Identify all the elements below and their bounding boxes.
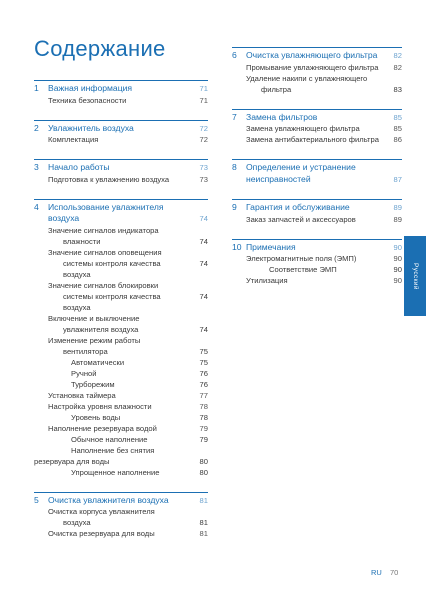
toc-entry-page: 72 bbox=[199, 135, 208, 144]
toc-entry-text: Утилизация bbox=[246, 276, 288, 285]
toc-entry-link[interactable] bbox=[34, 225, 208, 236]
toc-section bbox=[34, 199, 208, 478]
toc-section bbox=[232, 199, 402, 225]
toc-entry-link[interactable] bbox=[34, 313, 208, 324]
section-number: 6 bbox=[232, 50, 237, 60]
toc-entry-text: Включение и выключение bbox=[48, 313, 140, 323]
toc-entry-text: Изменение режим работы bbox=[48, 335, 141, 345]
toc-entry-link[interactable] bbox=[34, 379, 208, 390]
toc-entry-link[interactable] bbox=[232, 73, 402, 84]
section-page: 81 bbox=[199, 495, 208, 505]
toc-entry-link[interactable] bbox=[34, 236, 208, 247]
toc-section bbox=[232, 159, 402, 185]
section-title: Гарантия и обслуживание bbox=[246, 202, 350, 212]
section-page: 72 bbox=[199, 123, 208, 133]
toc-entry-text: Заказ запчастей и аксессуаров bbox=[246, 214, 356, 224]
toc-entry-link[interactable] bbox=[232, 214, 402, 225]
toc-entry-page: 75 bbox=[199, 357, 208, 367]
toc-entry-link[interactable] bbox=[34, 368, 208, 379]
toc-entry-link[interactable] bbox=[232, 275, 402, 286]
footer-language-code: RU bbox=[371, 568, 382, 577]
toc-section-heading-link[interactable] bbox=[232, 112, 402, 124]
toc-entry-link[interactable] bbox=[34, 506, 208, 517]
section-page: 87 bbox=[393, 174, 402, 184]
toc-entry-page: 76 bbox=[199, 379, 208, 389]
section-title: Важная информация bbox=[48, 83, 133, 93]
toc-entry-page: 74 bbox=[199, 236, 208, 246]
section-page: 71 bbox=[199, 84, 208, 93]
footer-page-number: 70 bbox=[389, 568, 399, 577]
toc-entry-text: увлажнителя воздуха bbox=[63, 324, 139, 334]
toc-entry-page: 83 bbox=[393, 84, 402, 94]
toc-entry-text: Замена антибактериального фильтра bbox=[246, 135, 379, 144]
toc-section-heading-link[interactable] bbox=[232, 50, 402, 62]
toc-entry-page: 77 bbox=[199, 390, 208, 400]
toc-entry-page: 81 bbox=[199, 518, 208, 527]
toc-entry-text: Автоматически bbox=[71, 357, 125, 367]
toc-entry-link[interactable] bbox=[34, 324, 208, 335]
section-page: 73 bbox=[199, 163, 208, 172]
toc-section bbox=[34, 80, 208, 106]
toc-entry-page: 80 bbox=[199, 467, 208, 477]
toc-entry-link[interactable] bbox=[34, 390, 208, 401]
toc-section-heading-link[interactable] bbox=[34, 123, 208, 135]
toc-entry-link[interactable] bbox=[34, 174, 208, 185]
section-number: 4 bbox=[34, 201, 39, 212]
toc-section bbox=[34, 120, 208, 146]
toc-entry-text: Очистка резервуара для воды bbox=[48, 529, 155, 538]
section-title: Начало работы bbox=[48, 162, 110, 172]
toc-section-heading-link[interactable] bbox=[34, 162, 208, 174]
toc-entry-page: 76 bbox=[199, 368, 208, 378]
toc-entry-link[interactable] bbox=[34, 517, 208, 528]
toc-entry-link[interactable] bbox=[232, 62, 402, 73]
toc-entry-text: Упрощенное наполнение bbox=[71, 467, 160, 477]
toc-entry-text: Турборежим bbox=[71, 379, 115, 389]
toc-entry-page: 90 bbox=[393, 265, 402, 274]
toc-entry-page: 90 bbox=[393, 254, 402, 263]
toc-entry-text: Уровень воды bbox=[71, 412, 121, 422]
section-number: 8 bbox=[232, 162, 237, 172]
toc-entry-link[interactable] bbox=[232, 134, 402, 145]
toc-entry-text: Установка таймера bbox=[48, 390, 116, 400]
section-title: Определение и устранение bbox=[246, 162, 356, 172]
toc-entry-text: вентилятора bbox=[63, 346, 108, 356]
page-title: Содержание bbox=[34, 36, 166, 61]
toc-entry-link[interactable] bbox=[34, 247, 208, 258]
toc-entry-page: 78 bbox=[199, 412, 208, 422]
toc-entry-link[interactable] bbox=[232, 253, 402, 264]
toc-entry-link[interactable] bbox=[34, 434, 208, 445]
toc-entry-text: Значение сигналов оповещения bbox=[48, 247, 162, 257]
page-footer bbox=[371, 568, 398, 577]
toc-entry-link[interactable] bbox=[34, 346, 208, 357]
toc-entry-text: Замена увлажняющего фильтра bbox=[246, 124, 360, 133]
toc-entry-text: Ручной bbox=[71, 368, 97, 378]
toc-entry-page: 74 bbox=[199, 324, 208, 334]
toc-entry-link[interactable] bbox=[34, 134, 208, 145]
section-number: 3 bbox=[34, 162, 39, 172]
toc-entry-text: Наполнение резервуара водой bbox=[48, 423, 157, 433]
section-number: 7 bbox=[232, 111, 237, 122]
toc-entry-link[interactable] bbox=[34, 95, 208, 106]
toc-entry-text: Значение сигналов индикатора bbox=[48, 225, 159, 235]
toc-entry-link[interactable] bbox=[34, 467, 208, 478]
toc-entry-text: Промывание увлажняющего фильтра bbox=[246, 62, 379, 72]
toc-entry-page: 74 bbox=[199, 258, 208, 268]
toc-entry-link[interactable] bbox=[34, 445, 208, 456]
toc-section bbox=[232, 109, 402, 146]
section-number: 1 bbox=[34, 83, 39, 93]
toc-entry-text: Наполнение без снятия bbox=[71, 445, 155, 455]
toc-entry-text: Электромагнитные поля (ЭМП) bbox=[246, 254, 357, 263]
toc-entry-link[interactable] bbox=[232, 264, 402, 275]
toc-entry-page: 73 bbox=[199, 174, 208, 184]
toc-entry-text: системы контроля качества воздуха bbox=[63, 258, 161, 279]
toc-entry-page: 90 bbox=[393, 276, 402, 285]
toc-entry-page: 85 bbox=[393, 124, 402, 133]
toc-entry-link[interactable] bbox=[34, 258, 208, 280]
toc-entry-text: Очистка корпуса увлажнителя bbox=[48, 507, 155, 516]
toc-entry-link[interactable] bbox=[34, 528, 208, 539]
toc-entry-text: фильтра bbox=[261, 84, 292, 94]
toc-entry-text: Подготовка к увлажнению воздуха bbox=[48, 174, 170, 184]
toc-entry-link[interactable] bbox=[34, 412, 208, 423]
toc-entry-text: Техника безопасности bbox=[48, 95, 127, 105]
toc-section-heading-link[interactable] bbox=[34, 495, 208, 507]
toc-section-heading-link[interactable] bbox=[34, 202, 208, 214]
toc-entry-text: резервуара для воды bbox=[34, 456, 110, 466]
toc-entry-page: 74 bbox=[199, 291, 208, 301]
toc-section bbox=[232, 47, 402, 95]
language-tab-label: Русский bbox=[411, 262, 419, 290]
toc-entry-text: Значение сигналов блокировки bbox=[48, 280, 159, 290]
toc-entry-page: 78 bbox=[199, 401, 208, 411]
toc-entry-link[interactable] bbox=[34, 456, 208, 467]
toc-section bbox=[34, 159, 208, 185]
toc-section-heading-link[interactable] bbox=[232, 162, 402, 174]
toc-entry-text: системы контроля качества воздуха bbox=[63, 291, 161, 312]
toc-entry-link[interactable] bbox=[232, 84, 402, 95]
section-page: 82 bbox=[393, 51, 402, 60]
toc-left-column bbox=[34, 80, 208, 553]
toc-section-heading-link[interactable] bbox=[34, 83, 208, 95]
toc-entry-text: Настройка уровня влажности bbox=[48, 401, 152, 411]
section-title: Увлажнитель воздуха bbox=[48, 122, 134, 133]
toc-entry-page: 89 bbox=[393, 214, 402, 224]
toc-entry-link[interactable] bbox=[34, 280, 208, 291]
toc-entry-page: 80 bbox=[199, 456, 208, 466]
toc-entry-link[interactable] bbox=[34, 291, 208, 313]
toc-section bbox=[34, 492, 208, 540]
toc-entry-page: 79 bbox=[199, 434, 208, 444]
section-title: Очистка увлажняющего фильтра bbox=[246, 50, 378, 60]
section-number: 2 bbox=[34, 122, 39, 133]
toc-entry-text: Соответствие ЭМП bbox=[269, 265, 337, 274]
toc-entry-text: влажности bbox=[63, 236, 101, 246]
toc-entry-text: Обычное наполнение bbox=[71, 434, 148, 444]
section-number: 5 bbox=[34, 494, 39, 505]
toc-entry-link[interactable] bbox=[232, 123, 402, 134]
toc-entry-link[interactable] bbox=[34, 423, 208, 434]
section-page: 85 bbox=[393, 112, 402, 122]
toc-entry-page: 75 bbox=[199, 346, 208, 356]
toc-entry-page: 81 bbox=[199, 529, 208, 538]
section-page: 90 bbox=[393, 242, 402, 252]
toc-entry-link[interactable] bbox=[34, 357, 208, 368]
section-title: Очистка увлажнителя воздуха bbox=[48, 494, 169, 505]
section-title: Замена фильтров bbox=[246, 111, 318, 122]
toc-section-heading-link[interactable] bbox=[232, 242, 402, 254]
toc-entry-text: Комплектация bbox=[48, 135, 99, 144]
section-page: 89 bbox=[393, 203, 402, 212]
toc-entry-text: воздуха bbox=[63, 518, 91, 527]
toc-section-heading-continued[interactable] bbox=[34, 213, 208, 225]
section-page: 74 bbox=[199, 214, 208, 223]
toc-right-column bbox=[232, 47, 402, 300]
section-number: 10 bbox=[232, 241, 242, 252]
toc-section-heading-link[interactable] bbox=[232, 202, 402, 214]
toc-entry-link[interactable] bbox=[34, 335, 208, 346]
toc-section-heading-continued[interactable] bbox=[232, 174, 402, 186]
toc-entry-link[interactable] bbox=[34, 401, 208, 412]
section-title-continued: воздуха bbox=[48, 213, 80, 223]
toc-entry-page: 71 bbox=[199, 95, 208, 105]
section-title: Использование увлажнителя bbox=[48, 201, 164, 212]
toc-entry-page: 82 bbox=[393, 62, 402, 72]
toc-entry-page: 86 bbox=[393, 135, 402, 144]
toc-entry-page: 79 bbox=[199, 423, 208, 433]
section-title-continued: неисправностей bbox=[246, 173, 311, 184]
section-title: Примечания bbox=[246, 241, 296, 252]
section-number: 9 bbox=[232, 202, 237, 212]
toc-entry-text: Удаление накипи с увлажняющего bbox=[246, 73, 368, 83]
language-side-tab bbox=[404, 236, 426, 316]
toc-section bbox=[232, 239, 402, 287]
